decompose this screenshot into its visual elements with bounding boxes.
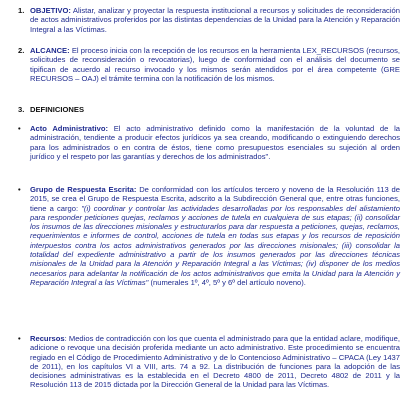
section-objetivo (18, 6, 400, 34)
bullet-marker: • (18, 124, 21, 133)
definition-text: El acto administrativo definido como la manifestación de la voluntad de la administración, tendiente a producir efectos jurídicos ya sea creando, modificando o extinguiendo derechos para los administrados o en contra de éstos, tiene como presupuestos esenciales su sujeción al orden jurídico y el respeto por las garantías y derechos de los administrados". (30, 124, 400, 161)
definition-grupo-respuesta-escrita (18, 185, 400, 287)
section-alcance (18, 46, 400, 83)
section-heading: ALCANCE: (30, 46, 70, 55)
section-body (30, 46, 400, 83)
definition-body (30, 334, 400, 390)
section-definiciones (18, 105, 400, 114)
section-text: Alistar, analizar y proyectar la respuesta institucional a recursos y solicitudes de reconsideración de actos administrativos proferidos por las distintas dependencias de la Unidad para la Atención y Reparación Integral a las Víctimas. (30, 6, 400, 34)
definition-body (30, 185, 400, 287)
definition-body (30, 124, 400, 161)
definition-text: : Medios de contradicción con los que cuenta el administrado para que la entidad aclare, modifique, adicione o revoque una decisión proferida mediante un acto administrativo. Este procedimiento se encuentra regiado en el Código de Procedimiento Administrativo y de lo Contencioso Administrativo – CPACA (Ley 1437 de 2011), en los capítulos VI a VIII, arts. 74 a 92. La distribución de funciones para la adopción de las decisiones administrativas es la establecida en el Decreto 4800 de 2011, Decreto 4802 de 2011 y la Resolución 113 de 2015 dictada por la Dirección General de la Unidad para las Víctimas. (30, 334, 400, 390)
definition-text: De conformidad con los artículos tercero y noveno de la Resolución 113 de 2015, se crea el Grupo de Respuesta Escrita, adscrito a la Subdirección General que, entre otras funciones, tiene a cargo: (30, 185, 400, 213)
definition-term: Acto Administrativo: (30, 124, 109, 133)
definition-acto-administrativo (18, 124, 400, 161)
bullet-marker: • (18, 334, 21, 343)
definition-term: Grupo de Respuesta Escrita: (30, 185, 137, 194)
section-text: El proceso inicia con la recepción de los recursos en la herramienta LEX_RECURSOS (recursos, solicitudes de reconsideración o revocatorias), luego de conformidad con el análisis del documento se tipifican de acuerdo al recurso invocado y los mismos serán atendidos por el área competente (GRE RECURSOS – OAJ) el trámite termina con la notificación de los mismos. (30, 46, 400, 83)
section-number: 2. (18, 46, 25, 55)
section-heading: OBJETIVO: (30, 6, 71, 15)
section-number: 1. (18, 6, 25, 15)
definition-quote: "(i) coordinar y controlar las actividades desarrolladas por los responsables del alistamiento para responder peticiones quejas, reclamos y acciones de tutela en cualquiera de sus etapas; (ii) consolidar los insumos de las direcciones misionales y estructurarlos para dar respuesta a peticiones, quejas, reclamos, requerimientos e informes de control, acciones de tutela en todas sus etapas y los recursos de reposición interpuestos contra los actos administrativos generados por las direcciones misionales; (iii) consolidar la totalidad del expediente administrativo a partir de los insumos generados por las direcciones técnicas misionales de la Unidad para la Atención y Reparación Integral a las Víctimas; (iv) disponer de los medios necesarios para adelantar la notificación de los actos administrativos que emita la Unidad para la Atención y Reparación Integral a las Víctimas" (30, 203, 400, 287)
definition-recursos (18, 334, 400, 390)
definition-text-end: (numerales 1º, 4º, 5º y 6º del artículo noveno). (148, 277, 306, 287)
definition-term: Recursos (30, 334, 65, 343)
section-number: 3. (18, 105, 25, 114)
section-heading: DEFINICIONES (30, 105, 85, 114)
bullet-marker: • (18, 185, 21, 194)
section-body (30, 6, 400, 34)
